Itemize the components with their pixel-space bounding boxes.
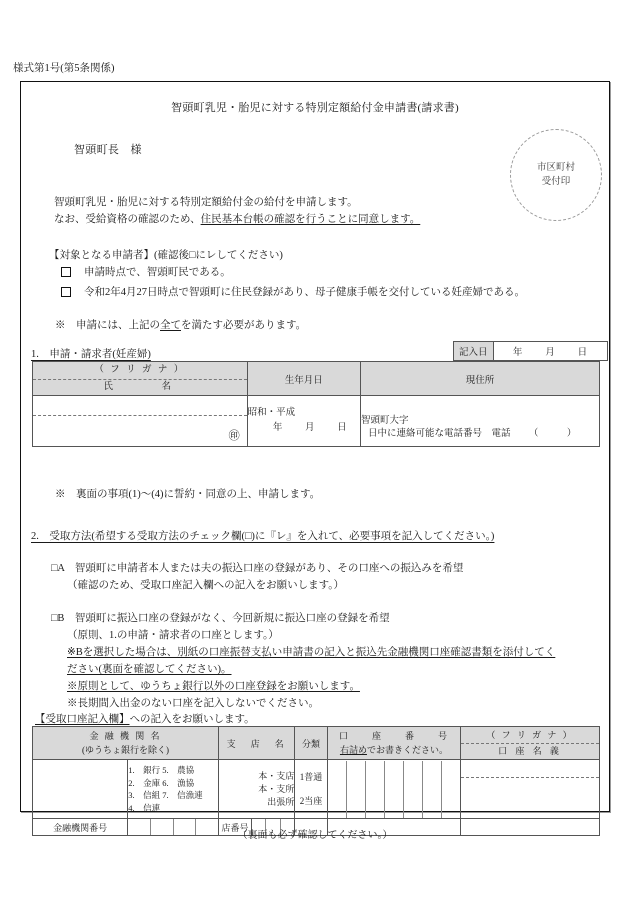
- furigana-header: （ フ リ ガ ナ ）: [33, 362, 247, 380]
- institution-kind-3[interactable]: 3. 信組 7. 信漁連: [128, 790, 203, 800]
- address-prefill: 智頭町大字: [361, 415, 409, 426]
- option-a-line-1[interactable]: □A 智頭町に申請者本人または夫の振込口座の登録があり、その口座への振込みを希望: [51, 563, 464, 574]
- section2-heading: 2. 受取方法(希望する受取方法のチェック欄(□)に『レ』を入れて、必要事項を記入してください。): [31, 531, 495, 542]
- eligibility-note-prefix: ※ 申請には、上記の: [55, 320, 160, 331]
- eligibility-label-2: 令和2年4月27日時点で智頭町に住民登録があり、母子健康手帳を交付している妊産婦である。: [84, 287, 525, 298]
- institution-header-cell: [33, 727, 219, 760]
- eligibility-label-1: 申請時点で、智頭町民である。: [84, 267, 231, 278]
- account-no-header-line-1: 口 座 番 号: [338, 731, 449, 741]
- account-digit-7[interactable]: [442, 761, 460, 818]
- option-b-line-5: ※原則として、ゆうちょ銀行以外の口座登録をお願いします。: [67, 681, 360, 692]
- form-number-label: 様式第1号(第5条関係): [13, 63, 115, 74]
- name-input[interactable]: [33, 416, 247, 446]
- holder-name-input[interactable]: [461, 778, 599, 818]
- eligibility-row-1[interactable]: [61, 264, 231, 279]
- account-number-input[interactable]: [327, 760, 460, 819]
- institution-number-label: 金融機関番号: [33, 819, 128, 836]
- dob-month-label: 月: [305, 423, 315, 433]
- bank-table-value-row: [33, 760, 600, 819]
- dob-era-label: 昭和・平成: [247, 408, 296, 418]
- furigana-input[interactable]: [33, 396, 247, 416]
- option-b-line-6: ※長期間入出金のない口座を記入しないでください。: [67, 698, 319, 709]
- branch-header: 支 店 名: [219, 727, 295, 760]
- holder-furigana-input[interactable]: [461, 760, 599, 778]
- account-section-label: [35, 711, 255, 726]
- seal-line-1: 市区町村: [536, 162, 575, 173]
- holder-header-cell: [461, 727, 600, 760]
- branch-option-3[interactable]: 出張所: [267, 796, 295, 807]
- applicant-table: [32, 361, 600, 447]
- municipal-reception-seal: [510, 129, 602, 221]
- footer-note: （裏面も必ず確認してください。）: [237, 830, 393, 841]
- dob-year-label: 年: [272, 423, 283, 433]
- account-section-label-emphasis: 【受取口座記入欄】: [35, 714, 130, 725]
- holder-furigana-header: （ フ リ ガ ナ ）: [461, 727, 599, 744]
- account-digit-3[interactable]: [366, 761, 385, 818]
- holder-name-header: 口 座 名 義: [498, 746, 562, 756]
- option-b-line-4: ださい(裏面を確認してください)。: [67, 664, 232, 675]
- entry-date-month-label: 月: [545, 348, 555, 358]
- dob-day-label: 日: [337, 423, 347, 433]
- branch-number-label: 店番号: [219, 819, 252, 836]
- section1-heading: 1. 申請・請求者(妊産婦): [31, 349, 151, 360]
- option-b-line-3: ※Bを選択した場合は、別紙の口座振替支払い申請書の記入と振込先金融機関口座確認書類を添付してく: [67, 647, 556, 658]
- intro-line-2-underlined: 住民基本台帳の確認を行うことに同意します。: [200, 214, 421, 225]
- option-b-line-2: （原則、1.の申請・請求者の口座とします。）: [67, 630, 279, 641]
- option-a-line-2: （確認のため、受取口座記入欄への記入をお願いします。）: [67, 580, 344, 591]
- institution-kind-2[interactable]: 2. 金庫 6. 漁協: [128, 777, 195, 788]
- category-header: 分類: [295, 727, 328, 760]
- branch-option-2[interactable]: 本・支所: [258, 783, 295, 794]
- bank-table-header-row: [33, 727, 600, 760]
- page-title: 智頭町乳児・胎児に対する特別定額給付金申請書(請求書): [171, 102, 459, 114]
- dob-ymd-fields[interactable]: [248, 421, 360, 436]
- category-option-1[interactable]: 1普通: [299, 772, 323, 782]
- applicant-table-header-row: [33, 362, 600, 396]
- name-value-cell[interactable]: [33, 396, 248, 447]
- eligibility-title: 【対象となる申請者】(確認後□にレしてください): [49, 250, 283, 261]
- eligibility-note: [55, 317, 306, 332]
- eligibility-note-emphasis: 全て: [160, 320, 181, 331]
- telephone-label: 日中に連絡可能な電話番号 電話: [368, 429, 511, 439]
- entry-date-label: 記入日: [454, 342, 494, 360]
- account-no-header-cell: [327, 727, 460, 760]
- institution-header-line-1: 金 融 機 関 名: [89, 731, 162, 741]
- eligibility-row-2[interactable]: [61, 284, 525, 299]
- seal-line-2: 受付印: [541, 176, 571, 187]
- entry-date-year-label: 年: [512, 348, 523, 358]
- branch-type-options[interactable]: [219, 760, 295, 819]
- entry-date-box: [453, 341, 608, 361]
- checkbox-eligibility-2[interactable]: [61, 287, 71, 297]
- name-header: 氏 名: [103, 382, 177, 392]
- address-input-cell[interactable]: [361, 396, 600, 447]
- institution-kind-4[interactable]: 4. 信連: [128, 802, 161, 813]
- institution-header-line-2: (ゆうちょ銀行を除く): [82, 745, 169, 755]
- option-b-block[interactable]: [51, 610, 555, 712]
- form-frame: [20, 81, 610, 833]
- institution-kind-options[interactable]: [128, 760, 219, 819]
- entry-date-day-label: 日: [577, 348, 588, 358]
- address-header: 現住所: [361, 362, 600, 396]
- option-b-line-1[interactable]: □B 智頭町に振込口座の登録がなく、今回新規に振込口座の登録を希望: [51, 613, 390, 624]
- intro-line-2: [54, 211, 420, 228]
- entry-date-fields[interactable]: [494, 342, 607, 360]
- addressee-label: 智頭町長 様: [74, 144, 142, 156]
- eligibility-note-suffix: を満たす必要があります。: [181, 320, 307, 331]
- intro-line-2-prefix: なお、受給資格の確認のため、: [54, 214, 201, 225]
- institution-name-input[interactable]: [33, 760, 128, 819]
- back-side-note: ※ 裏面の事項(1)～(4)に誓約・同意の上、申請します。: [55, 489, 321, 500]
- intro-paragraph: [54, 194, 420, 228]
- account-digit-4[interactable]: [385, 761, 404, 818]
- account-digit-5[interactable]: [404, 761, 423, 818]
- account-digit-2[interactable]: [347, 761, 366, 818]
- account-number-grid[interactable]: [328, 761, 460, 818]
- category-option-2[interactable]: 2当座: [299, 796, 323, 806]
- institution-kind-1[interactable]: 1. 銀行 5. 農協: [128, 765, 195, 775]
- dob-header: 生年月日: [247, 362, 360, 396]
- account-digit-1[interactable]: [328, 761, 347, 818]
- account-no-header-line-2: [328, 743, 460, 757]
- account-digit-6[interactable]: [423, 761, 442, 818]
- bank-account-table: [32, 726, 600, 836]
- seal-stamp-icon: ㊞: [228, 430, 240, 442]
- telephone-row[interactable]: [368, 427, 576, 442]
- applicant-table-value-row: [33, 396, 600, 447]
- option-a-block[interactable]: [51, 560, 463, 594]
- checkbox-eligibility-1[interactable]: [61, 267, 71, 277]
- intro-line-1: 智頭町乳児・胎児に対する特別定額給付金の給付を申請します。: [54, 197, 358, 208]
- name-header-cell: [33, 362, 248, 396]
- dob-input-cell[interactable]: [247, 396, 360, 447]
- branch-option-1[interactable]: 本・支店: [258, 770, 295, 781]
- account-no-header-emphasis: 右詰め: [339, 745, 367, 755]
- telephone-input[interactable]: （ ）: [528, 429, 577, 439]
- holder-input-cell[interactable]: [461, 760, 600, 819]
- account-section-label-rest: への記入をお願いします。: [129, 714, 255, 725]
- account-no-header-rest: でお書きください。: [366, 745, 448, 755]
- category-options[interactable]: [295, 760, 328, 819]
